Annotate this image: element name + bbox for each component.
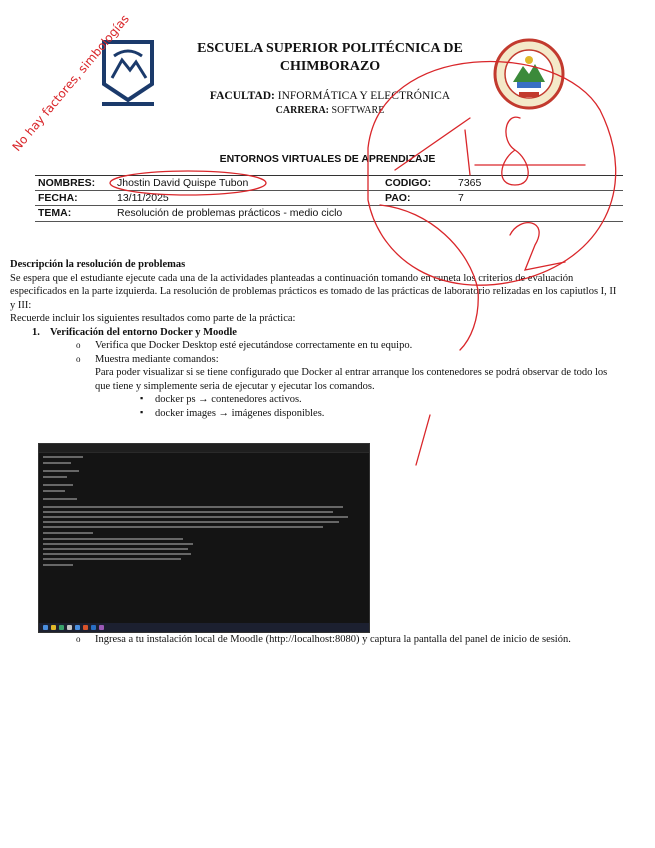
- date-value: 13/11/2025: [117, 192, 169, 204]
- institution-name: ESCUELA SUPERIOR POLITÉCNICA DE CHIMBORAZO: [197, 41, 463, 74]
- body-heading: Descripción la resolución de problemas: [10, 259, 186, 270]
- names-value: Jhostin David Quispe Tubon: [117, 177, 249, 189]
- body-paragraph-2: Recuerde incluir los siguientes resultados como parte de la práctica:: [10, 313, 296, 324]
- faculty-label: FACULTAD:: [209, 90, 275, 102]
- career-value: SOFTWARE: [331, 105, 385, 116]
- command-2-text: docker images → imágenes disponibles.: [155, 407, 325, 419]
- sub-item-1-text: Verifica que Docker Desktop esté ejecutándose correctamente en tu equipo.: [95, 340, 413, 351]
- circle-bullet-icon: o: [76, 340, 81, 350]
- pao-value: 7: [458, 192, 464, 204]
- square-bullet-icon: ▪: [140, 393, 144, 403]
- square-bullet-icon: ▪: [140, 406, 144, 417]
- sub-item-3-text: Ingresa a tu instalación local de Moodle (http://localhost:8080) y captura la pantalla del panel de inicio de sesión.: [95, 634, 571, 645]
- circle-bullet-icon: o: [76, 353, 81, 364]
- list-item-1-label: Verificación del entorno Docker y Moodle: [50, 326, 237, 338]
- names-label: NOMBRES:: [38, 177, 96, 189]
- sub-item-2-detail: Para poder visualizar si se tiene configurado que Docker al entrar arranque los contenedores se podrá observar de todo los que tiene y simplemente seria de ejecutar y ejecutar los comandos.: [95, 367, 608, 392]
- section-title: ENTORNOS VIRTUALES DE APRENDIZAJE: [219, 153, 436, 165]
- margin-note: No hay factores, simbologías: [9, 11, 132, 154]
- code-value: 7365: [458, 177, 482, 189]
- circle-bullet-icon: o: [76, 634, 81, 644]
- faculty-value: INFORMÁTICA Y ELECTRÓNICA: [277, 90, 451, 102]
- command-1-text: docker ps → contenedores activos.: [155, 394, 302, 405]
- pao-label: PAO:: [385, 192, 411, 204]
- sub-item-2-text: Muestra mediante comandos:: [95, 353, 219, 365]
- career-label: CARRERA:: [275, 105, 330, 116]
- list-item-1-number: 1.: [32, 326, 40, 338]
- topic-value: Resolución de problemas prácticos - medio ciclo: [117, 207, 343, 219]
- body-paragraph-1: Se espera que el estudiante ejecute cada una de la actividades planteadas a continuación tomando en cuneta los criterios de evaluación especificados en la parte izquierda. La resolución de problemas prácticos es tomado de las prácticas de laboratorio relizadas en los capiutlos I, II y III:: [10, 272, 617, 311]
- code-label: CODIGO:: [385, 177, 432, 189]
- topic-label: TEMA:: [38, 207, 72, 219]
- date-label: FECHA:: [38, 192, 78, 204]
